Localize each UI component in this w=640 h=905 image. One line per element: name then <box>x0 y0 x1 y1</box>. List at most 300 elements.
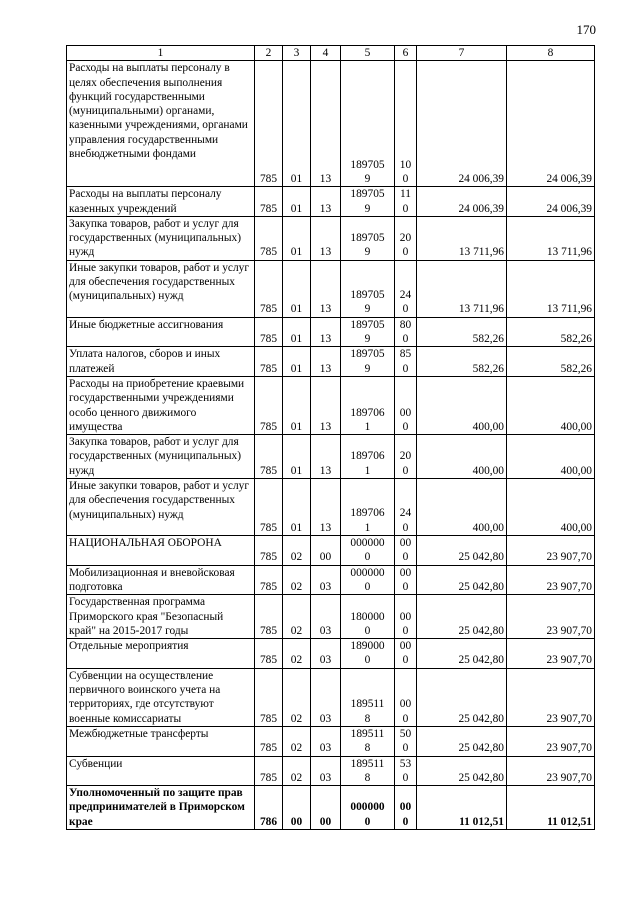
row-grbs-text: 786 <box>259 815 278 828</box>
table-row <box>67 565 595 595</box>
header-cell: 6 <box>395 46 417 61</box>
row-target-article-text: 1 <box>364 420 371 433</box>
row-target-article <box>341 61 395 187</box>
row-section <box>283 347 311 377</box>
row-section <box>283 668 311 726</box>
row-target-article-text: 9 <box>364 202 371 215</box>
row-name <box>67 536 255 566</box>
row-target-article-text: 0 <box>364 624 371 637</box>
row-target-article-text: 189706 <box>350 507 385 520</box>
row-sum-1 <box>417 565 507 595</box>
row-subsection <box>311 260 341 317</box>
row-section-text: 01 <box>290 303 303 316</box>
row-sum-2-text: 23 907,70 <box>546 771 592 784</box>
row-name <box>67 435 255 479</box>
row-subsection-text: 13 <box>319 333 332 346</box>
row-expense-type <box>395 726 417 756</box>
row-sum-2-text: 400,00 <box>560 521 592 534</box>
row-section <box>283 435 311 479</box>
row-sum-1-text: 400,00 <box>472 521 504 534</box>
row-name <box>67 479 255 536</box>
row-section <box>283 317 311 347</box>
row-subsection-text: 03 <box>319 654 332 667</box>
row-sum-1-text: 13 711,96 <box>458 246 504 259</box>
row-subsection <box>311 536 341 566</box>
row-expense-type <box>395 786 417 830</box>
row-expense-type <box>395 216 417 260</box>
row-subsection <box>311 216 341 260</box>
table-row <box>67 536 595 566</box>
row-name <box>67 565 255 595</box>
row-sum-1 <box>417 435 507 479</box>
header-cell: 5 <box>341 46 395 61</box>
row-grbs-text: 785 <box>259 771 278 784</box>
row-subsection <box>311 347 341 377</box>
row-target-article-text: 189511 <box>350 757 385 770</box>
row-sum-2 <box>507 786 595 830</box>
row-expense-type-text: 0 <box>402 624 409 637</box>
row-name-text: Государственная программа Приморского края "Безопасный край" на 2015-2017 годы <box>69 596 224 637</box>
row-target-article <box>341 756 395 786</box>
row-expense-type-text: 0 <box>402 173 409 185</box>
row-expense-type <box>395 435 417 479</box>
row-target-article-text: 0 <box>364 654 371 667</box>
row-target-article-text: 000000 <box>350 566 385 579</box>
row-expense-type-text: 00 <box>399 537 412 550</box>
row-sum-2 <box>507 187 595 217</box>
row-sum-2 <box>507 435 595 479</box>
row-expense-type <box>395 565 417 595</box>
row-section <box>283 565 311 595</box>
row-section <box>283 187 311 217</box>
row-subsection-text: 13 <box>319 362 332 375</box>
row-expense-type-text: 0 <box>402 202 409 215</box>
row-grbs <box>255 536 283 566</box>
row-sum-2 <box>507 260 595 317</box>
row-name-text: Субвенции <box>69 757 123 770</box>
row-section <box>283 479 311 536</box>
row-sum-1 <box>417 376 507 434</box>
row-expense-type-text: 0 <box>402 742 409 755</box>
row-name <box>67 786 255 830</box>
row-sum-2 <box>507 639 595 669</box>
row-target-article <box>341 595 395 639</box>
row-target-article-text: 8 <box>364 771 371 784</box>
row-name <box>67 756 255 786</box>
row-section <box>283 536 311 566</box>
row-name <box>67 187 255 217</box>
row-target-article-text: 8 <box>364 742 371 755</box>
row-subsection <box>311 376 341 434</box>
row-grbs-text: 785 <box>259 464 278 477</box>
row-section-text: 01 <box>290 333 303 346</box>
row-name <box>67 639 255 669</box>
row-sum-2 <box>507 347 595 377</box>
row-expense-type <box>395 479 417 536</box>
row-expense-type <box>395 61 417 187</box>
row-subsection-text: 13 <box>319 464 332 477</box>
row-expense-type-text: 0 <box>402 333 409 346</box>
row-grbs-text: 785 <box>259 712 278 725</box>
row-grbs <box>255 786 283 830</box>
row-sum-1-text: 11 012,51 <box>459 815 504 828</box>
row-expense-type-text: 00 <box>399 801 412 814</box>
row-grbs-text: 785 <box>259 521 278 534</box>
row-subsection <box>311 756 341 786</box>
row-grbs <box>255 595 283 639</box>
row-target-article-text: 189705 <box>350 348 385 361</box>
row-sum-1 <box>417 317 507 347</box>
row-subsection <box>311 565 341 595</box>
row-expense-type <box>395 376 417 434</box>
row-sum-2-text: 23 907,70 <box>546 580 592 593</box>
row-sum-1 <box>417 347 507 377</box>
row-grbs-text: 785 <box>259 624 278 637</box>
row-name-text: Мобилизационная и вневойсковая подготовка <box>69 566 235 593</box>
row-sum-1-text: 25 042,80 <box>458 551 504 564</box>
row-sum-2-text: 11 012,51 <box>547 815 592 828</box>
row-expense-type-text: 0 <box>402 303 409 316</box>
row-name <box>67 595 255 639</box>
row-target-article-text: 189706 <box>350 406 385 419</box>
row-expense-type-text: 80 <box>399 318 412 331</box>
row-expense-type <box>395 756 417 786</box>
row-target-article-text: 189705 <box>350 188 385 201</box>
row-expense-type <box>395 260 417 317</box>
row-section-text: 02 <box>290 771 303 784</box>
row-grbs-text: 785 <box>259 551 278 564</box>
row-target-article <box>341 187 395 217</box>
budget-table <box>66 45 595 830</box>
row-grbs-text: 785 <box>259 202 278 215</box>
row-name-text: Иные бюджетные ассигнования <box>69 318 224 331</box>
row-expense-type-text: 11 <box>400 188 411 201</box>
row-grbs-text: 785 <box>259 303 278 316</box>
row-sum-1-text: 25 042,80 <box>458 654 504 667</box>
row-section-text: 02 <box>290 742 303 755</box>
row-name-text: Закупка товаров, работ и услуг для государственных (муниципальных) нужд <box>69 436 242 477</box>
row-name-text: Отдельные мероприятия <box>69 640 189 653</box>
row-expense-type-text: 0 <box>402 246 409 259</box>
row-name <box>67 216 255 260</box>
row-name-text: Уполномоченный по защите прав предпринимателей в Приморском крае <box>69 787 245 828</box>
row-sum-2 <box>507 756 595 786</box>
row-expense-type-text: 20 <box>399 232 412 245</box>
header-cell: 4 <box>311 46 341 61</box>
row-sum-2-text: 23 907,70 <box>546 624 592 637</box>
row-sum-2-text: 23 907,70 <box>546 551 592 564</box>
row-target-article-text: 180000 <box>350 610 385 623</box>
row-sum-1-text: 24 006,39 <box>458 202 504 215</box>
row-sum-2 <box>507 479 595 536</box>
row-expense-type-text: 20 <box>399 450 412 463</box>
row-target-article-text: 189511 <box>350 727 385 740</box>
row-section-text: 01 <box>290 420 303 433</box>
row-subsection <box>311 726 341 756</box>
row-sum-2-text: 13 711,96 <box>546 303 592 316</box>
row-expense-type-text: 85 <box>399 348 412 361</box>
row-target-article <box>341 639 395 669</box>
row-sum-1 <box>417 216 507 260</box>
row-expense-type-text: 0 <box>402 815 409 828</box>
row-grbs-text: 785 <box>259 173 278 185</box>
row-target-article <box>341 786 395 830</box>
row-subsection-text: 00 <box>319 815 332 828</box>
table-row <box>67 260 595 317</box>
row-sum-1 <box>417 260 507 317</box>
row-expense-type-text: 00 <box>399 566 412 579</box>
row-target-article <box>341 435 395 479</box>
row-expense-type-text: 53 <box>399 757 412 770</box>
table-row <box>67 639 595 669</box>
row-subsection-text: 13 <box>319 521 332 534</box>
row-section <box>283 639 311 669</box>
row-expense-type-text: 00 <box>399 406 412 419</box>
row-sum-1-text: 25 042,80 <box>458 712 504 725</box>
row-sum-1-text: 582,26 <box>472 333 504 346</box>
table-row <box>67 61 595 187</box>
row-target-article <box>341 668 395 726</box>
row-name <box>67 376 255 434</box>
row-subsection-text: 03 <box>319 580 332 593</box>
row-sum-2 <box>507 668 595 726</box>
row-expense-type <box>395 347 417 377</box>
row-section-text: 01 <box>290 202 303 215</box>
row-target-article <box>341 317 395 347</box>
header-cell: 2 <box>255 46 283 61</box>
row-grbs <box>255 435 283 479</box>
table-row <box>67 317 595 347</box>
row-target-article-text: 189705 <box>350 158 385 171</box>
row-grbs <box>255 260 283 317</box>
row-name <box>67 317 255 347</box>
row-section-text: 01 <box>290 173 303 185</box>
header-cell: 8 <box>507 46 595 61</box>
row-sum-2-text: 23 907,70 <box>546 712 592 725</box>
row-section-text: 00 <box>290 815 303 828</box>
row-section-text: 01 <box>290 464 303 477</box>
row-sum-1 <box>417 639 507 669</box>
table-row <box>67 435 595 479</box>
row-subsection <box>311 595 341 639</box>
row-name-text: Межбюджетные трансферты <box>69 727 209 740</box>
row-subsection-text: 13 <box>319 246 332 259</box>
row-grbs <box>255 216 283 260</box>
table-row <box>67 216 595 260</box>
row-grbs <box>255 479 283 536</box>
row-sum-1 <box>417 786 507 830</box>
row-name-text: Субвенции на осуществление первичного воинского учета на территориях, где отсутствуют военные комиссариаты <box>69 669 221 725</box>
row-expense-type <box>395 668 417 726</box>
row-expense-type-text: 0 <box>402 551 409 564</box>
row-sum-1 <box>417 479 507 536</box>
row-sum-2 <box>507 317 595 347</box>
row-expense-type-text: 0 <box>402 464 409 477</box>
row-target-article-text: 9 <box>364 333 371 346</box>
row-name <box>67 668 255 726</box>
row-expense-type-text: 00 <box>399 698 412 711</box>
row-target-article-text: 9 <box>364 303 371 316</box>
row-name-text: Закупка товаров, работ и услуг для государственных (муниципальных) нужд <box>69 217 242 259</box>
row-subsection <box>311 317 341 347</box>
row-sum-2-text: 23 907,70 <box>546 654 592 667</box>
row-target-article-text: 189705 <box>350 289 385 302</box>
row-grbs-text: 785 <box>259 742 278 755</box>
row-name <box>67 726 255 756</box>
row-sum-1 <box>417 595 507 639</box>
row-target-article-text: 000000 <box>350 537 385 550</box>
row-sum-1-text: 25 042,80 <box>458 580 504 593</box>
row-grbs-text: 785 <box>259 580 278 593</box>
header-cell: 1 <box>67 46 255 61</box>
row-section-text: 02 <box>290 580 303 593</box>
row-sum-2-text: 400,00 <box>560 464 592 477</box>
row-section-text: 01 <box>290 362 303 375</box>
row-grbs <box>255 61 283 187</box>
row-subsection <box>311 639 341 669</box>
row-name-text: Иные закупки товаров, работ и услуг для обеспечения государственных (муниципальных) нужд <box>69 480 250 521</box>
row-grbs-text: 785 <box>259 333 278 346</box>
row-target-article-text: 189706 <box>350 450 385 463</box>
row-sum-2-text: 13 711,96 <box>546 246 592 259</box>
row-target-article <box>341 216 395 260</box>
table-row <box>67 347 595 377</box>
row-target-article-text: 8 <box>364 712 371 725</box>
row-sum-2-text: 400,00 <box>560 420 592 433</box>
row-subsection <box>311 61 341 187</box>
row-section-text: 02 <box>290 712 303 725</box>
row-expense-type-text: 50 <box>399 727 412 740</box>
row-grbs <box>255 317 283 347</box>
row-target-article-text: 9 <box>364 362 371 375</box>
row-section <box>283 376 311 434</box>
row-sum-1-text: 400,00 <box>472 464 504 477</box>
table-row <box>67 786 595 830</box>
row-target-article-text: 189511 <box>350 698 385 711</box>
row-subsection <box>311 187 341 217</box>
row-sum-2 <box>507 595 595 639</box>
row-subsection-text: 03 <box>319 712 332 725</box>
row-target-article <box>341 726 395 756</box>
row-grbs <box>255 668 283 726</box>
row-subsection-text: 03 <box>319 742 332 755</box>
row-subsection <box>311 668 341 726</box>
row-section-text: 02 <box>290 654 303 667</box>
row-grbs <box>255 347 283 377</box>
row-grbs <box>255 376 283 434</box>
row-sum-2 <box>507 536 595 566</box>
row-expense-type <box>395 317 417 347</box>
row-sum-1 <box>417 726 507 756</box>
table-row <box>67 726 595 756</box>
row-section <box>283 260 311 317</box>
row-name <box>67 347 255 377</box>
row-target-article-text: 0 <box>364 551 371 564</box>
row-subsection-text: 03 <box>319 624 332 637</box>
header-cell: 3 <box>283 46 311 61</box>
row-target-article <box>341 479 395 536</box>
row-subsection-text: 13 <box>319 303 332 316</box>
row-sum-2 <box>507 376 595 434</box>
row-sum-2-text: 582,26 <box>560 362 592 375</box>
row-section <box>283 61 311 187</box>
row-grbs <box>255 756 283 786</box>
row-expense-type <box>395 639 417 669</box>
row-section-text: 01 <box>290 246 303 259</box>
row-expense-type-text: 0 <box>402 771 409 784</box>
row-subsection-text: 13 <box>319 420 332 433</box>
row-sum-1-text: 24 006,39 <box>458 173 504 185</box>
row-expense-type-text: 0 <box>402 420 409 433</box>
row-grbs <box>255 639 283 669</box>
row-grbs-text: 785 <box>259 246 278 259</box>
row-expense-type-text: 24 <box>399 507 412 520</box>
row-target-article-text: 9 <box>364 173 371 185</box>
row-target-article-text: 189705 <box>350 318 385 331</box>
row-sum-1-text: 25 042,80 <box>458 771 504 784</box>
row-target-article-text: 189000 <box>350 640 385 653</box>
row-expense-type-text: 24 <box>399 289 412 302</box>
row-name <box>67 260 255 317</box>
row-section <box>283 756 311 786</box>
row-section-text: 01 <box>290 521 303 534</box>
row-expense-type-text: 0 <box>402 712 409 725</box>
row-grbs <box>255 565 283 595</box>
row-target-article-text: 0 <box>364 815 371 828</box>
row-expense-type-text: 0 <box>402 654 409 667</box>
row-subsection-text: 00 <box>319 551 332 564</box>
row-sum-1-text: 25 042,80 <box>458 742 504 755</box>
row-sum-1-text: 13 711,96 <box>458 303 504 316</box>
row-target-article-text: 9 <box>364 246 371 259</box>
row-name-text: Расходы на выплаты персоналу казенных учреждений <box>69 188 222 215</box>
row-target-article-text: 0 <box>364 580 371 593</box>
row-expense-type <box>395 536 417 566</box>
row-expense-type-text: 00 <box>399 610 412 623</box>
row-section-text: 02 <box>290 624 303 637</box>
row-expense-type-text: 0 <box>402 362 409 375</box>
table-row <box>67 668 595 726</box>
row-name-text: НАЦИОНАЛЬНАЯ ОБОРОНА <box>69 537 222 550</box>
row-name-text: Иные закупки товаров, работ и услуг для обеспечения государственных (муниципальных) нужд <box>69 261 250 303</box>
row-sum-1 <box>417 536 507 566</box>
row-expense-type-text: 00 <box>399 640 412 653</box>
row-target-article-text: 1 <box>364 464 371 477</box>
row-name-text: Расходы на приобретение краевыми государственными учреждениями особо ценного движимого имущества <box>69 377 245 433</box>
row-sum-1-text: 400,00 <box>472 420 504 433</box>
row-section <box>283 216 311 260</box>
header-cell: 7 <box>417 46 507 61</box>
row-subsection-text: 03 <box>319 771 332 784</box>
row-subsection-text: 13 <box>319 173 332 185</box>
row-sum-2 <box>507 726 595 756</box>
row-grbs-text: 785 <box>259 362 278 375</box>
row-expense-type-text: 0 <box>402 521 409 534</box>
row-expense-type <box>395 595 417 639</box>
row-target-article-text: 189705 <box>350 232 385 245</box>
row-target-article <box>341 376 395 434</box>
row-target-article-text: 1 <box>364 521 371 534</box>
row-expense-type <box>395 187 417 217</box>
row-target-article <box>341 260 395 317</box>
row-target-article <box>341 347 395 377</box>
row-name <box>67 61 255 187</box>
table-header-row <box>67 46 595 61</box>
row-section-text: 02 <box>290 551 303 564</box>
row-sum-2-text: 23 907,70 <box>546 742 592 755</box>
table-row <box>67 479 595 536</box>
row-sum-1-text: 25 042,80 <box>458 624 504 637</box>
